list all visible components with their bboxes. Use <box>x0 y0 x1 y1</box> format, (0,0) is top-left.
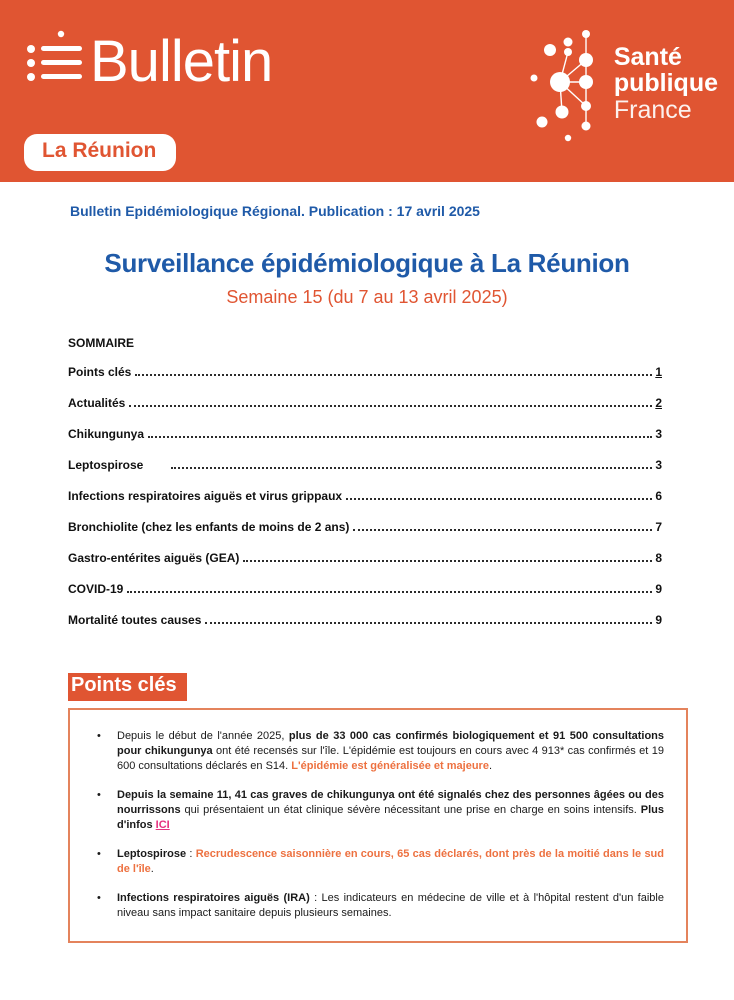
toc-item[interactable] <box>68 489 662 503</box>
text-segment: qui présentaient un état clinique sévère nécessitant une prise en charge en soins intensifs. <box>180 804 641 816</box>
toc-leader-dots <box>129 405 652 407</box>
toc-item-label: Actualités <box>68 396 126 410</box>
list-item <box>70 891 686 921</box>
toc-page-number: 8 <box>655 551 662 565</box>
list-icon <box>24 28 84 95</box>
bullet-icon: • <box>97 848 101 860</box>
region-badge: La Réunion <box>24 134 176 171</box>
text-segment: Depuis le début de l'année 2025, <box>117 730 289 742</box>
toc-item-label: COVID-19 <box>68 582 124 596</box>
page-title: Surveillance épidémiologique à La Réunion <box>104 248 630 278</box>
spf-logo-line1: Santé <box>613 42 682 71</box>
points-cles-heading: Points clés <box>68 673 187 701</box>
toc-leader-dots <box>205 622 652 624</box>
toc-page-number: 3 <box>655 427 662 441</box>
toc-leader-dots <box>346 498 652 500</box>
list-item-text <box>117 891 686 921</box>
toc-page-number: 3 <box>655 458 662 472</box>
toc-item[interactable] <box>68 551 662 565</box>
bullet-icon: • <box>97 892 101 904</box>
table-of-contents <box>68 365 662 627</box>
toc-page-number[interactable]: 2 <box>655 396 662 410</box>
toc-item-label: Mortalité toutes causes <box>68 613 202 627</box>
text-segment: : <box>186 848 196 860</box>
toc-leader-dots <box>243 560 652 562</box>
toc-item-label: Leptospirose <box>68 458 144 472</box>
spf-logo-text <box>614 44 718 124</box>
bulletin-logo <box>24 28 272 95</box>
text-segment: Plus d'infos <box>117 804 664 831</box>
spf-logo-line2: publique <box>613 69 718 98</box>
publication-line: Bulletin Epidémiologique Régional. Publication : 17 avril 2025 <box>70 203 480 219</box>
toc-item[interactable] <box>68 396 662 410</box>
text-segment: : Les indicateurs en médecine de ville et à l'hôpital restent d'un faible niveau sans impact sanitaire depuis plusieurs semaines. <box>117 892 664 919</box>
list-item <box>70 729 686 774</box>
text-segment: ont été recensés sur l'île. L'épidémie est toujours en cours avec 4 913* cas confirmés et 19 600 consultations déclarés en S14. <box>117 745 664 772</box>
toc-leader-dots <box>127 591 652 593</box>
toc-item[interactable] <box>68 613 662 627</box>
toc-page-number: 9 <box>655 613 662 627</box>
text-segment: Recrudescence saisonnière en cours, 65 cas déclarés, dont près de la moitié dans le sud de l'île <box>117 848 664 875</box>
toc-item-label: Bronchiolite (chez les enfants de moins de 2 ans) <box>68 520 350 534</box>
text-segment: . <box>488 760 492 772</box>
list-item <box>70 847 686 877</box>
network-dots-icon <box>528 20 606 147</box>
sommaire-heading: SOMMAIRE <box>68 336 134 350</box>
toc-item-label: Points clés <box>68 365 132 379</box>
text-segment: Infections respiratoires aiguës (IRA) <box>117 892 310 904</box>
key-points-box <box>68 708 688 943</box>
text-segment: . <box>150 863 154 875</box>
sante-publique-france-logo <box>528 20 718 147</box>
list-item-text <box>117 788 686 833</box>
bullet-icon: • <box>97 730 101 742</box>
page-subtitle: Semaine 15 (du 7 au 13 avril 2025) <box>226 287 508 307</box>
text-segment: Leptospirose <box>117 848 187 860</box>
spf-logo-line3: France <box>613 95 692 124</box>
list-item <box>70 788 686 833</box>
toc-item[interactable] <box>68 365 662 379</box>
toc-item-label: Gastro-entérites aiguës (GEA) <box>68 551 240 565</box>
ici-link[interactable]: ICI <box>155 819 170 831</box>
toc-item[interactable] <box>68 427 662 441</box>
toc-item[interactable] <box>68 582 662 596</box>
list-item-text <box>117 847 686 877</box>
toc-page-number[interactable]: 1 <box>655 365 662 379</box>
header-band <box>0 0 734 182</box>
toc-leader-dots <box>171 467 652 469</box>
toc-page-number: 7 <box>655 520 662 534</box>
toc-page-number: 6 <box>655 489 662 503</box>
toc-item-label: Chikungunya <box>68 427 145 441</box>
toc-item[interactable] <box>68 520 662 534</box>
toc-page-number: 9 <box>655 582 662 596</box>
toc-leader-dots <box>353 529 652 531</box>
bulletin-logo-text: Bulletin <box>90 28 273 94</box>
text-segment: Depuis la semaine 11, 41 cas graves de chikungunya ont été signalés chez des personnes âgées ou des nourrissons <box>117 789 664 816</box>
toc-leader-dots <box>135 374 652 376</box>
list-item-text <box>117 729 686 774</box>
toc-leader-dots <box>148 436 652 438</box>
text-segment: L'épidémie est généralisée et majeure <box>291 760 489 772</box>
bullet-icon: • <box>97 789 101 801</box>
toc-item-label: Infections respiratoires aiguës et virus grippaux <box>68 489 343 503</box>
toc-item[interactable] <box>68 458 662 472</box>
text-segment: plus de 33 000 cas confirmés biologiquement et 91 500 consultations pour chikungunya <box>117 730 665 757</box>
